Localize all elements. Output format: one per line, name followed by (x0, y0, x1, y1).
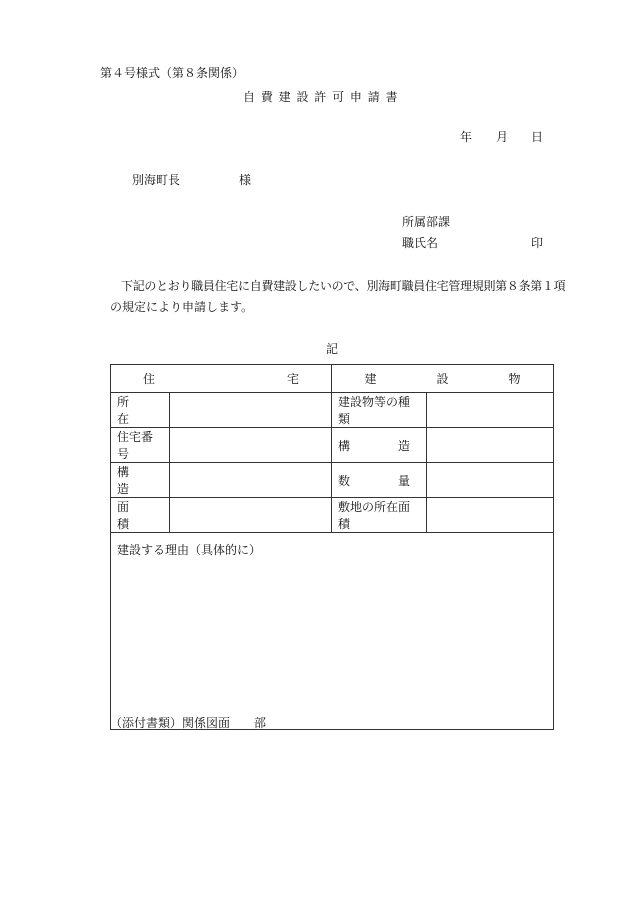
body-line-1: 下記のとおり職員住宅に自費建設したいので、別海町職員住宅管理規則第８条第１項 (121, 279, 566, 293)
table-row (111, 463, 554, 498)
application-table (110, 364, 554, 730)
housing-structure-field[interactable] (170, 463, 332, 498)
form-number: 第４号様式（第８条関係） (100, 66, 245, 80)
attachment-note: （添付書類）関係図面 部 (110, 716, 267, 730)
body-line-2: の規定により申請します。 (110, 300, 254, 314)
building-quantity-field[interactable] (427, 463, 554, 498)
housing-area-label: 面 積 (111, 498, 170, 533)
document-title: 自 費 建 設 許 可 申 請 書 (243, 90, 399, 104)
table-row (111, 498, 554, 533)
addressee-honorific: 様 (239, 173, 252, 187)
site-area-label: 敷地の所在面積 (332, 498, 427, 533)
reason-row (111, 533, 554, 730)
reason-field[interactable] (111, 533, 554, 730)
housing-location-label: 所 在 (111, 393, 170, 428)
building-type-field[interactable] (427, 393, 554, 428)
table-row (111, 393, 554, 428)
date-year: 年 (460, 130, 473, 144)
building-type-label: 建設物等の種類 (332, 393, 427, 428)
table-header-row (111, 365, 554, 393)
building-structure-label: 構 造 (332, 428, 427, 463)
building-structure-field[interactable] (427, 428, 554, 463)
building-quantity-label: 数 量 (332, 463, 427, 498)
applicant-name-label: 職氏名 (402, 236, 439, 250)
seal-mark: 印 (531, 236, 544, 250)
housing-location-field[interactable] (170, 393, 332, 428)
housing-number-label: 住宅番号 (111, 428, 170, 463)
reason-label: 建設する理由（具体的に） (117, 543, 262, 557)
housing-number-field[interactable] (170, 428, 332, 463)
housing-area-field[interactable] (170, 498, 332, 533)
housing-structure-label: 構 造 (111, 463, 170, 498)
addressee-name: 別海町長 (132, 173, 181, 187)
header-housing: 住 宅 (111, 365, 332, 393)
table-row (111, 428, 554, 463)
applicant-dept-label: 所属部課 (402, 215, 451, 229)
header-building: 建 設 物 (332, 365, 554, 393)
site-area-field[interactable] (427, 498, 554, 533)
ki-heading: 記 (326, 342, 339, 356)
date-month: 月 (496, 130, 509, 144)
date-day: 日 (531, 130, 544, 144)
